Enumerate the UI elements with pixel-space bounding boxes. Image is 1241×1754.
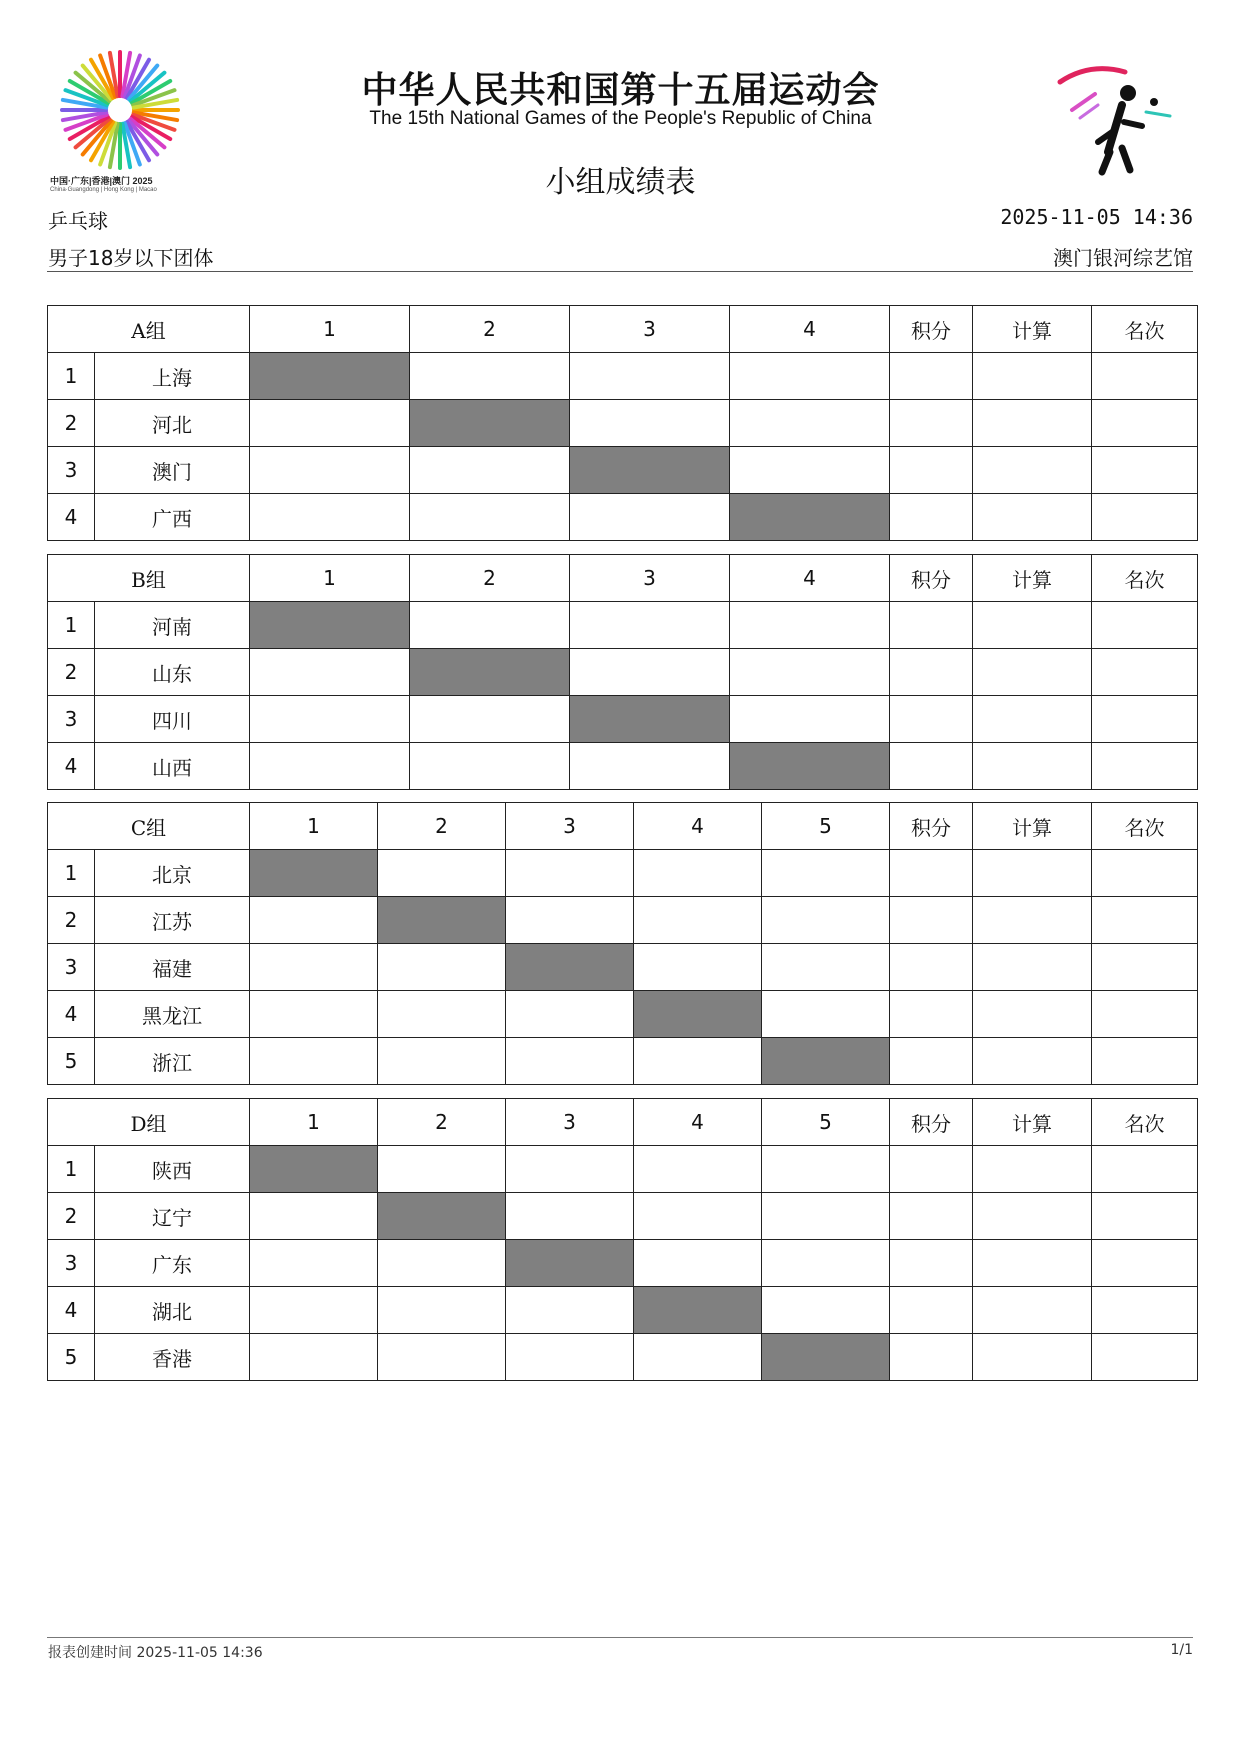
team-row	[48, 1240, 1198, 1287]
calc-cell	[973, 649, 1092, 696]
result-cell	[634, 1193, 762, 1240]
result-cell	[410, 743, 570, 790]
result-cell	[250, 1038, 378, 1085]
result-cell	[730, 696, 890, 743]
rank-cell	[1092, 494, 1198, 541]
rank-cell	[1092, 602, 1198, 649]
self-match-cell	[410, 649, 570, 696]
result-cell	[250, 1240, 378, 1287]
calc-cell	[973, 1193, 1092, 1240]
group-table	[47, 554, 1198, 790]
result-cell	[762, 991, 890, 1038]
self-match-cell	[250, 1146, 378, 1193]
opponent-col-header: 2	[378, 803, 506, 850]
opponent-col-header: 1	[250, 306, 410, 353]
result-cell	[506, 850, 634, 897]
result-cell	[250, 447, 410, 494]
team-seed: 5	[48, 1334, 95, 1381]
team-row	[48, 353, 1198, 400]
calc-cell	[973, 897, 1092, 944]
result-cell	[250, 400, 410, 447]
team-name: 福建	[95, 944, 250, 991]
group-name: C组	[48, 803, 250, 850]
calc-cell	[973, 494, 1092, 541]
points-cell	[890, 991, 973, 1038]
self-match-cell	[250, 602, 410, 649]
team-row	[48, 897, 1198, 944]
sport-label: 乒乓球	[48, 209, 108, 233]
result-cell	[634, 944, 762, 991]
points-cell	[890, 400, 973, 447]
points-cell	[890, 1334, 973, 1381]
self-match-cell	[250, 850, 378, 897]
calc-cell	[973, 944, 1092, 991]
team-row	[48, 1146, 1198, 1193]
self-match-cell	[762, 1334, 890, 1381]
rank-cell	[1092, 1334, 1198, 1381]
opponent-col-header: 5	[762, 1099, 890, 1146]
venue-label: 澳门银河综艺馆	[1053, 246, 1193, 270]
rank-header: 名次	[1092, 1099, 1198, 1146]
footer-created-time: 2025-11-05 14:36	[136, 1645, 263, 1661]
team-row	[48, 1038, 1198, 1085]
calc-header: 计算	[973, 1099, 1092, 1146]
points-cell	[890, 897, 973, 944]
result-cell	[378, 1038, 506, 1085]
calc-header: 计算	[973, 555, 1092, 602]
result-cell	[570, 602, 730, 649]
points-cell	[890, 1038, 973, 1085]
group-header-row	[48, 555, 1198, 602]
result-cell	[762, 850, 890, 897]
self-match-cell	[250, 353, 410, 400]
result-cell	[634, 1334, 762, 1381]
team-row	[48, 991, 1198, 1038]
points-header: 积分	[890, 803, 973, 850]
team-row	[48, 1287, 1198, 1334]
result-cell	[410, 602, 570, 649]
team-row	[48, 602, 1198, 649]
self-match-cell	[506, 944, 634, 991]
self-match-cell	[506, 1240, 634, 1287]
calc-cell	[973, 447, 1092, 494]
result-cell	[506, 1193, 634, 1240]
group-header-row	[48, 1099, 1198, 1146]
result-cell	[250, 1287, 378, 1334]
calc-cell	[973, 1240, 1092, 1287]
result-cell	[410, 696, 570, 743]
team-name: 河北	[95, 400, 250, 447]
event-label: 男子18岁以下团体	[48, 246, 214, 270]
rank-cell	[1092, 850, 1198, 897]
result-cell	[250, 743, 410, 790]
group-header-row	[48, 803, 1198, 850]
team-seed: 2	[48, 897, 95, 944]
team-name: 陕西	[95, 1146, 250, 1193]
result-cell	[378, 1146, 506, 1193]
rank-cell	[1092, 944, 1198, 991]
team-row	[48, 1193, 1198, 1240]
rank-header: 名次	[1092, 306, 1198, 353]
opponent-col-header: 3	[506, 803, 634, 850]
opponent-col-header: 4	[634, 1099, 762, 1146]
result-cell	[378, 944, 506, 991]
points-cell	[890, 1146, 973, 1193]
result-cell	[762, 944, 890, 991]
result-cell	[570, 494, 730, 541]
result-cell	[730, 602, 890, 649]
team-row	[48, 850, 1198, 897]
team-name: 山东	[95, 649, 250, 696]
calc-cell	[973, 991, 1092, 1038]
team-name: 上海	[95, 353, 250, 400]
team-name: 黑龙江	[95, 991, 250, 1038]
rank-cell	[1092, 400, 1198, 447]
team-name: 山西	[95, 743, 250, 790]
result-cell	[506, 897, 634, 944]
team-seed: 1	[48, 353, 95, 400]
points-cell	[890, 494, 973, 541]
result-cell	[730, 447, 890, 494]
result-cell	[634, 897, 762, 944]
rank-cell	[1092, 1287, 1198, 1334]
team-seed: 4	[48, 494, 95, 541]
games-title-cn: 中华人民共和国第十五届运动会	[361, 70, 880, 111]
team-seed: 3	[48, 944, 95, 991]
result-cell	[250, 494, 410, 541]
opponent-col-header: 1	[250, 803, 378, 850]
points-header: 积分	[890, 555, 973, 602]
calc-header: 计算	[973, 306, 1092, 353]
result-cell	[250, 696, 410, 743]
result-cell	[506, 1038, 634, 1085]
self-match-cell	[378, 897, 506, 944]
result-cell	[506, 1287, 634, 1334]
opponent-col-header: 5	[762, 803, 890, 850]
team-seed: 5	[48, 1038, 95, 1085]
result-cell	[410, 447, 570, 494]
rank-cell	[1092, 353, 1198, 400]
team-seed: 1	[48, 602, 95, 649]
points-cell	[890, 944, 973, 991]
self-match-cell	[378, 1193, 506, 1240]
points-cell	[890, 1240, 973, 1287]
calc-cell	[973, 1146, 1092, 1193]
team-row	[48, 743, 1198, 790]
team-seed: 3	[48, 696, 95, 743]
result-cell	[762, 1193, 890, 1240]
rank-cell	[1092, 1193, 1198, 1240]
points-cell	[890, 743, 973, 790]
team-name: 北京	[95, 850, 250, 897]
team-row	[48, 494, 1198, 541]
points-cell	[890, 447, 973, 494]
team-seed: 3	[48, 1240, 95, 1287]
result-cell	[506, 1146, 634, 1193]
report-datetime: 2025-11-05 14:36	[1000, 205, 1193, 229]
calc-cell	[973, 1038, 1092, 1085]
footer-created	[48, 1642, 263, 1662]
result-cell	[250, 897, 378, 944]
result-cell	[634, 1146, 762, 1193]
opponent-col-header: 4	[730, 555, 890, 602]
result-cell	[762, 1240, 890, 1287]
team-seed: 4	[48, 743, 95, 790]
team-row	[48, 447, 1198, 494]
result-cell	[762, 1146, 890, 1193]
rank-cell	[1092, 897, 1198, 944]
result-cell	[570, 353, 730, 400]
rank-header: 名次	[1092, 555, 1198, 602]
rank-cell	[1092, 1038, 1198, 1085]
result-cell	[506, 991, 634, 1038]
opponent-col-header: 3	[570, 555, 730, 602]
points-header: 积分	[890, 306, 973, 353]
team-row	[48, 400, 1198, 447]
logo-subcaption: China·Guangdong | Hong Kong | Macao	[50, 187, 157, 193]
opponent-col-header: 2	[378, 1099, 506, 1146]
result-cell	[410, 353, 570, 400]
points-cell	[890, 1287, 973, 1334]
self-match-cell	[634, 1287, 762, 1334]
calc-cell	[973, 696, 1092, 743]
opponent-col-header: 3	[506, 1099, 634, 1146]
team-name: 江苏	[95, 897, 250, 944]
report-title: 小组成绩表	[545, 165, 696, 200]
calc-cell	[973, 1287, 1092, 1334]
result-cell	[506, 1334, 634, 1381]
result-cell	[378, 1334, 506, 1381]
opponent-col-header: 1	[250, 555, 410, 602]
group-header-row	[48, 306, 1198, 353]
team-name: 广西	[95, 494, 250, 541]
calc-cell	[973, 400, 1092, 447]
calc-cell	[973, 602, 1092, 649]
opponent-col-header: 4	[634, 803, 762, 850]
result-cell	[730, 400, 890, 447]
team-row	[48, 696, 1198, 743]
points-cell	[890, 602, 973, 649]
team-name: 广东	[95, 1240, 250, 1287]
self-match-cell	[730, 494, 890, 541]
result-cell	[762, 1287, 890, 1334]
team-seed: 4	[48, 991, 95, 1038]
result-cell	[570, 743, 730, 790]
points-header: 积分	[890, 1099, 973, 1146]
result-cell	[250, 944, 378, 991]
result-cell	[250, 1193, 378, 1240]
team-seed: 3	[48, 447, 95, 494]
rank-cell	[1092, 743, 1198, 790]
team-name: 浙江	[95, 1038, 250, 1085]
result-cell	[378, 991, 506, 1038]
self-match-cell	[410, 400, 570, 447]
team-name: 湖北	[95, 1287, 250, 1334]
points-cell	[890, 696, 973, 743]
calc-cell	[973, 353, 1092, 400]
team-seed: 2	[48, 649, 95, 696]
result-cell	[634, 1240, 762, 1287]
opponent-col-header: 2	[410, 555, 570, 602]
group-table	[47, 305, 1198, 541]
team-name: 河南	[95, 602, 250, 649]
opponent-col-header: 2	[410, 306, 570, 353]
footer-divider	[47, 1637, 1193, 1638]
group-table	[47, 802, 1198, 1085]
team-seed: 1	[48, 1146, 95, 1193]
calc-cell	[973, 850, 1092, 897]
points-cell	[890, 1193, 973, 1240]
team-name: 澳门	[95, 447, 250, 494]
opponent-col-header: 3	[570, 306, 730, 353]
points-cell	[890, 850, 973, 897]
calc-cell	[973, 1334, 1092, 1381]
result-cell	[570, 649, 730, 696]
self-match-cell	[730, 743, 890, 790]
team-name: 四川	[95, 696, 250, 743]
opponent-col-header: 1	[250, 1099, 378, 1146]
team-seed: 1	[48, 850, 95, 897]
rank-cell	[1092, 991, 1198, 1038]
group-name: A组	[48, 306, 250, 353]
opponent-col-header: 4	[730, 306, 890, 353]
group-name: D组	[48, 1099, 250, 1146]
footer-page: 1/1	[1170, 1642, 1193, 1658]
games-title-en: The 15th National Games of the People's Republic of China	[369, 108, 872, 129]
calc-cell	[973, 743, 1092, 790]
header-divider	[47, 271, 1193, 272]
rank-cell	[1092, 649, 1198, 696]
self-match-cell	[570, 447, 730, 494]
self-match-cell	[762, 1038, 890, 1085]
result-cell	[378, 850, 506, 897]
group-name: B组	[48, 555, 250, 602]
points-cell	[890, 353, 973, 400]
result-cell	[250, 1334, 378, 1381]
result-cell	[730, 649, 890, 696]
rank-header: 名次	[1092, 803, 1198, 850]
team-name: 香港	[95, 1334, 250, 1381]
result-cell	[250, 649, 410, 696]
group-table	[47, 1098, 1198, 1381]
team-row	[48, 944, 1198, 991]
team-row	[48, 1334, 1198, 1381]
result-cell	[634, 850, 762, 897]
result-cell	[378, 1240, 506, 1287]
result-cell	[762, 897, 890, 944]
self-match-cell	[570, 696, 730, 743]
footer-created-label: 报表创建时间	[48, 1645, 132, 1661]
points-cell	[890, 649, 973, 696]
result-cell	[730, 353, 890, 400]
team-seed: 2	[48, 1193, 95, 1240]
result-cell	[570, 400, 730, 447]
team-seed: 4	[48, 1287, 95, 1334]
self-match-cell	[634, 991, 762, 1038]
team-seed: 2	[48, 400, 95, 447]
logo-caption: 中国·广东|香港|澳门 2025	[50, 176, 153, 186]
calc-header: 计算	[973, 803, 1092, 850]
result-cell	[378, 1287, 506, 1334]
result-cell	[250, 991, 378, 1038]
team-row	[48, 649, 1198, 696]
result-cell	[634, 1038, 762, 1085]
result-cell	[410, 494, 570, 541]
team-name: 辽宁	[95, 1193, 250, 1240]
rank-cell	[1092, 1240, 1198, 1287]
rank-cell	[1092, 696, 1198, 743]
rank-cell	[1092, 1146, 1198, 1193]
rank-cell	[1092, 447, 1198, 494]
